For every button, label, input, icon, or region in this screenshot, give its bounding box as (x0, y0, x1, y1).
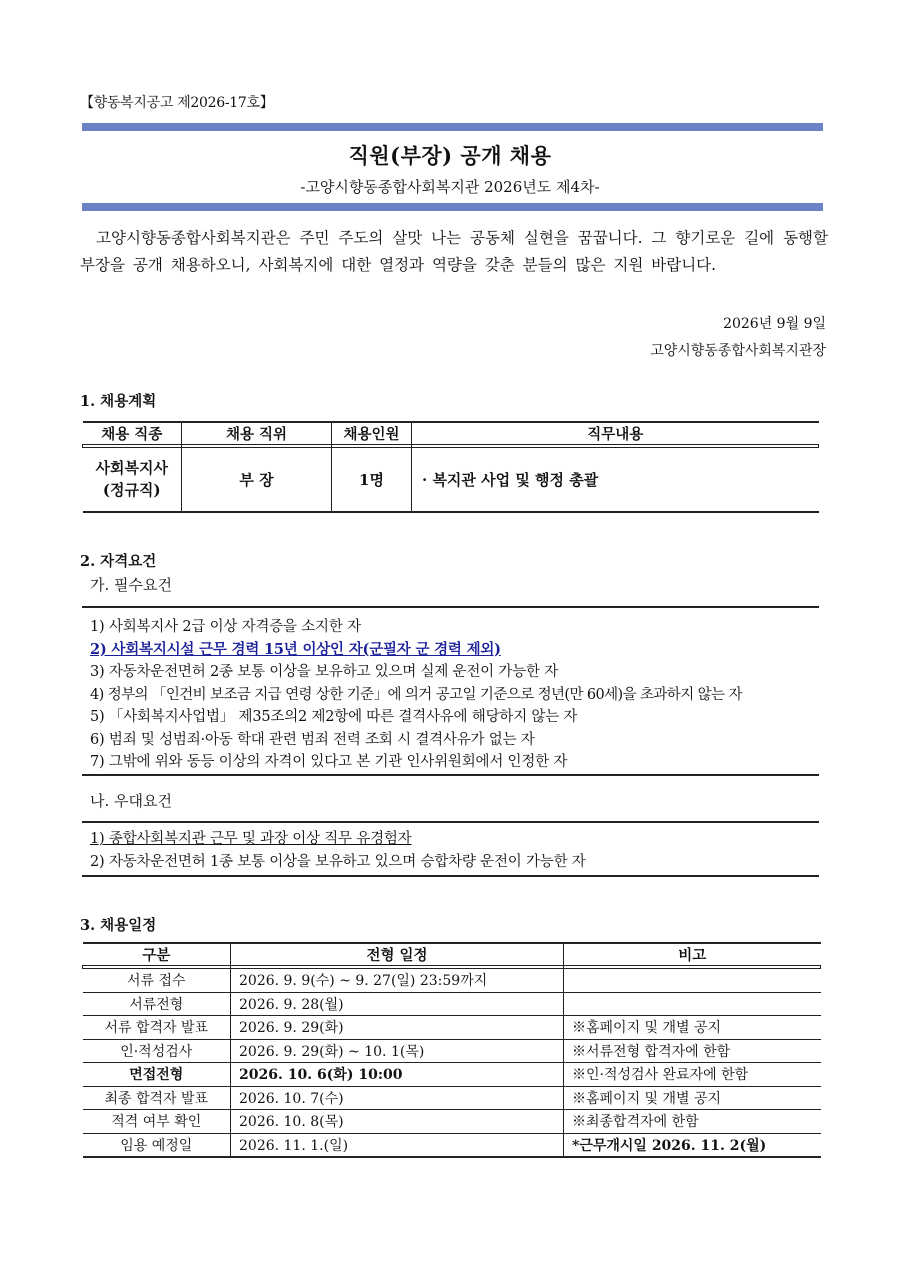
note-cell: ※인·적성검사 완료자에 한함 (564, 1063, 821, 1087)
job-type-cell (83, 448, 182, 512)
preferred-heading: 나. 우대요건 (90, 792, 172, 810)
stage-cell: 인·적성검사 (83, 1039, 231, 1063)
list-item: 3) 자동차운전면허 2종 보통 이상을 보유하고 있으며 실제 운전이 가능한 자 (90, 664, 558, 680)
position-cell: 부 장 (182, 448, 332, 512)
stage-cell: 임용 예정일 (83, 1133, 231, 1157)
job-type: 사회복지사 (95, 459, 168, 478)
note-cell: ※최종합격자에 한함 (564, 1110, 821, 1134)
table-row (83, 1039, 821, 1063)
table-row (83, 1110, 821, 1134)
page-title: 직원(부장) 공개 채용 (348, 143, 552, 168)
table-row (83, 1086, 821, 1110)
header-cell: 전형 일정 (231, 943, 564, 966)
table-row (83, 448, 819, 512)
schedule-cell: 2026. 9. 29(화) ~ 10. 1(목) (231, 1039, 564, 1063)
section-heading-plan: 1. 채용계획 (80, 393, 157, 410)
table-row (83, 992, 821, 1016)
table-row (83, 969, 821, 993)
list-item: 7) 그밖에 위와 동등 이상의 자격이 있다고 본 기관 인사위원회에서 인정한 자 (90, 754, 568, 770)
preferred-box (82, 821, 819, 877)
schedule-cell: 2026. 9. 9(수) ~ 9. 27(일) 23:59까지 (231, 969, 564, 993)
note-cell: ※홈페이지 및 개별 공지 (564, 1016, 821, 1040)
intro-paragraph (80, 225, 828, 279)
table-header-row (83, 943, 821, 966)
list-item: 1) 종합사회복지관 근무 및 과장 이상 직무 유경험자 (90, 831, 412, 847)
section-heading-schedule: 3. 채용일정 (80, 917, 157, 934)
note-cell: ※홈페이지 및 개별 공지 (564, 1086, 821, 1110)
table-row (83, 1133, 821, 1157)
table-row (83, 1016, 821, 1040)
list-item: 2) 자동차운전면허 1종 보통 이상을 보유하고 있으며 승합차량 운전이 가능한 자 (90, 853, 586, 870)
required-box (82, 606, 819, 776)
header-cell: 직무내용 (412, 422, 819, 445)
notice-number: 【향동복지공고 제2026-17호】 (80, 95, 274, 111)
organization-head: 고양시향동종합사회복지관장 (650, 343, 826, 359)
stage-cell: 서류 접수 (83, 969, 231, 993)
job-employment-type: (정규직) (102, 481, 161, 500)
bottom-divider-bar (82, 203, 823, 211)
note-cell: *근무개시일 2026. 11. 2(월) (564, 1133, 821, 1157)
section-heading-qualifications: 2. 자격요건 (80, 553, 157, 570)
list-item-highlighted: 2) 사회복지시설 근무 경력 15년 이상인 자(군필자 군 경력 제외) (90, 640, 501, 658)
table-header-row (83, 422, 819, 445)
schedule-cell: 2026. 10. 7(수) (231, 1086, 564, 1110)
header-cell: 채용인원 (332, 422, 412, 445)
header-cell: 구분 (83, 943, 231, 966)
list-item: 4) 정부의 「인건비 보조금 지급 연령 상한 기준」에 의거 공고일 기준으로 정년(만 60세)을 초과하지 않는 자 (90, 686, 742, 703)
schedule-cell: 2026. 10. 8(목) (231, 1110, 564, 1134)
list-item: 6) 범죄 및 성범죄·아동 학대 관련 범죄 전력 조회 시 결격사유가 없는 자 (90, 731, 535, 748)
list-item: 5) 「사회복지사업법」 제35조의2 제2항에 따른 결격사유에 해당하지 않는 자 (90, 709, 578, 725)
schedule-table (82, 942, 821, 1158)
list-item: 1) 사회복지사 2급 이상 자격증을 소지한 자 (90, 619, 361, 635)
intro-text: 고양시향동종합사회복지관은 주민 주도의 살맛 나는 공동체 실현을 꿈꿉니다. 그 향기로운 길에 동행할 부장을 공개 채용하오니, 사회복지에 대한 열정과 역량을 갖춘 분들의 많은 지원 바랍니다. (80, 229, 828, 274)
header-cell: 채용 직종 (83, 422, 182, 445)
note-cell: ※서류전형 합격자에 한함 (564, 1039, 821, 1063)
page-subtitle: -고양시향동종합사회복지관 2026년도 제4차- (300, 178, 600, 196)
hiring-plan-table (82, 421, 819, 513)
schedule-cell: 2026. 11. 1.(일) (231, 1133, 564, 1157)
announcement-date: 2026년 9월 9일 (723, 316, 826, 332)
note-cell (564, 969, 821, 993)
table-row (83, 1063, 821, 1087)
stage-cell: 면접전형 (83, 1063, 231, 1087)
stage-cell: 최종 합격자 발표 (83, 1086, 231, 1110)
stage-cell: 서류 합격자 발표 (83, 1016, 231, 1040)
stage-cell: 서류전형 (83, 992, 231, 1016)
preferred-list (82, 828, 819, 873)
note-cell (564, 992, 821, 1016)
count-cell: 1명 (332, 448, 412, 512)
required-heading: 가. 필수요건 (90, 576, 172, 594)
schedule-cell: 2026. 10. 6(화) 10:00 (231, 1063, 564, 1087)
header-cell: 채용 직위 (182, 422, 332, 445)
schedule-cell: 2026. 9. 29(화) (231, 1016, 564, 1040)
required-list (82, 616, 819, 774)
duty-cell: · 복지관 사업 및 행정 총괄 (412, 448, 819, 512)
stage-cell: 적격 여부 확인 (83, 1110, 231, 1134)
top-divider-bar (82, 123, 823, 131)
schedule-cell: 2026. 9. 28(월) (231, 992, 564, 1016)
header-cell: 비고 (564, 943, 821, 966)
